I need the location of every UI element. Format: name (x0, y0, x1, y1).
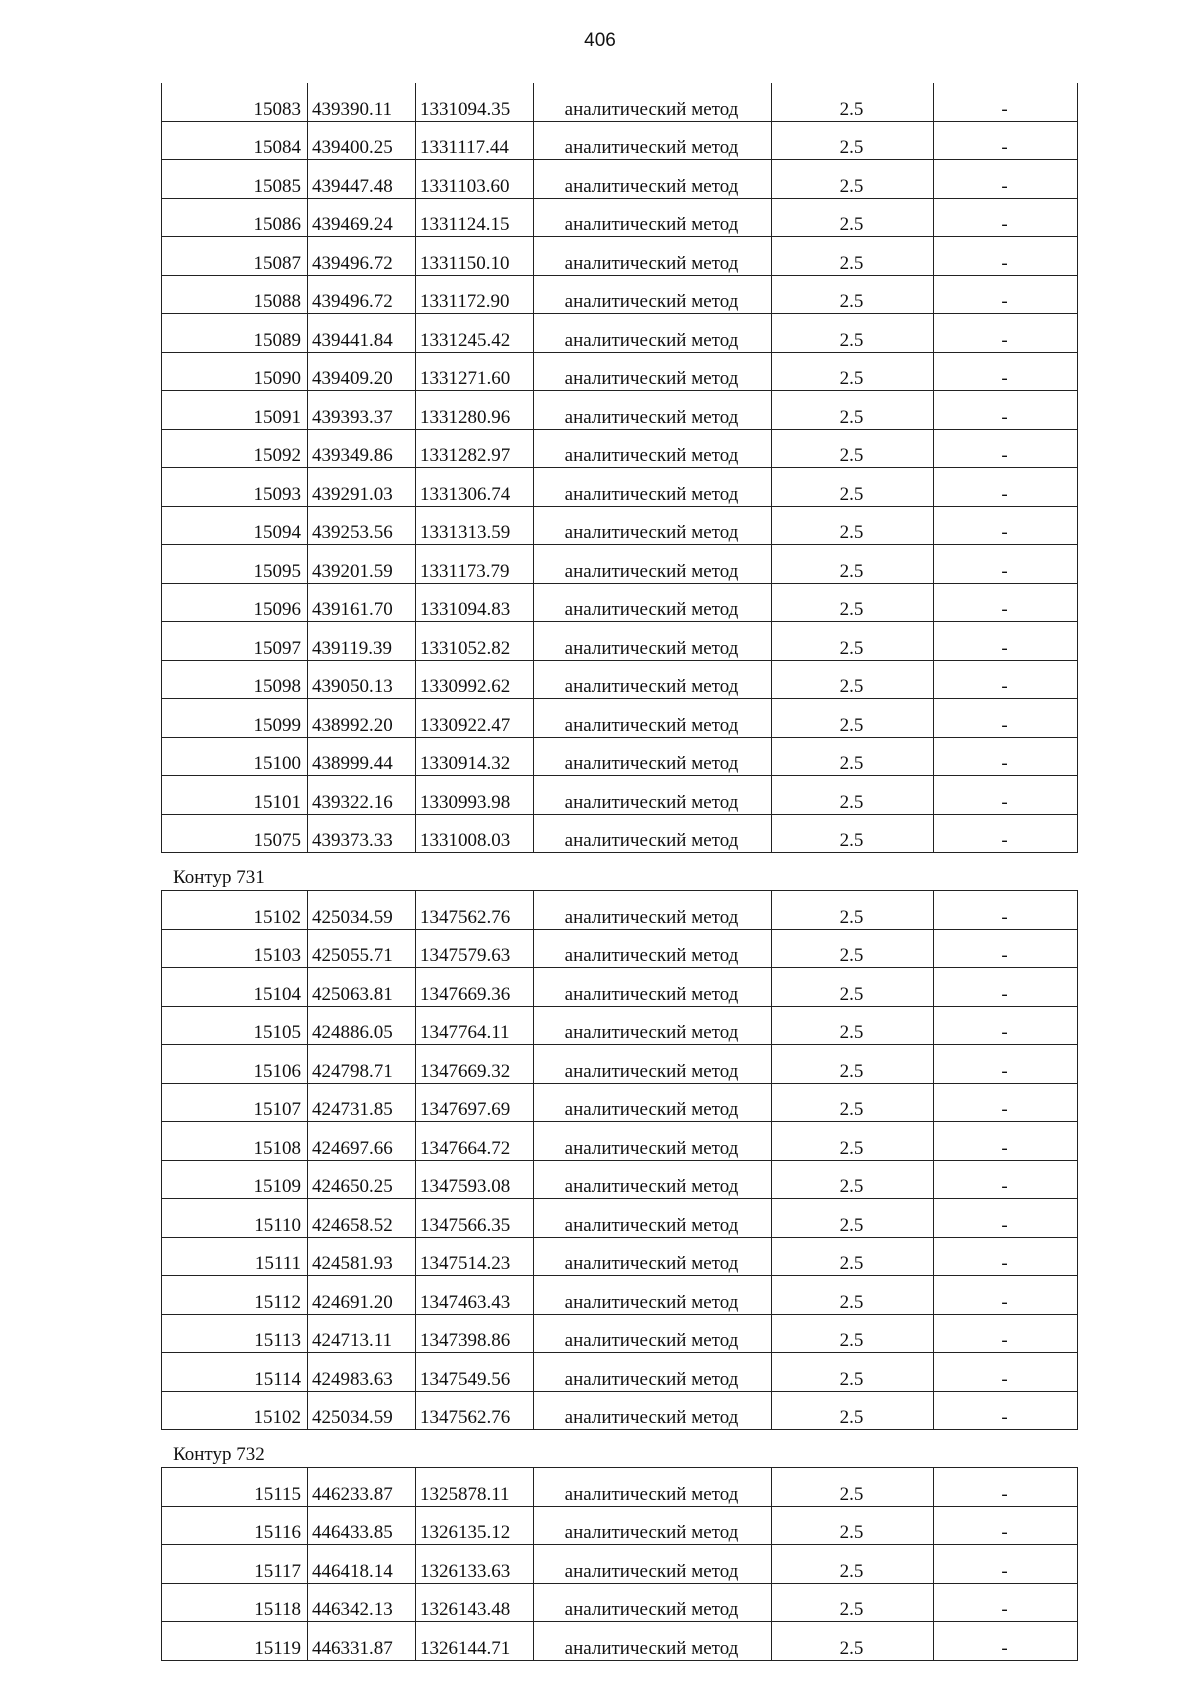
point-number-cell: 15084 (162, 121, 308, 160)
table-row (162, 121, 1078, 160)
note-cell: - (934, 506, 1078, 545)
table-row (162, 275, 1078, 314)
point-number-cell: 15075 (162, 814, 308, 853)
y-coordinate-cell: 1331094.83 (416, 583, 534, 622)
note-cell: - (934, 83, 1078, 121)
note-cell: - (934, 1045, 1078, 1084)
note-cell: - (934, 968, 1078, 1007)
x-coordinate-cell: 439400.25 (308, 121, 416, 160)
note-cell: - (934, 1353, 1078, 1392)
contour-title: Контур 731 (173, 867, 265, 888)
accuracy-cell: 2.5 (772, 391, 934, 430)
point-number-cell: 15087 (162, 237, 308, 276)
point-number-cell: 15105 (162, 1006, 308, 1045)
table-row (162, 468, 1078, 507)
table-row (162, 1468, 1078, 1507)
point-number-cell: 15091 (162, 391, 308, 430)
note-cell: - (934, 1545, 1078, 1584)
point-number-cell: 15088 (162, 275, 308, 314)
accuracy-cell: 2.5 (772, 1160, 934, 1199)
accuracy-cell: 2.5 (772, 814, 934, 853)
y-coordinate-cell: 1330914.32 (416, 737, 534, 776)
method-cell: аналитический метод (534, 891, 772, 930)
y-coordinate-cell: 1347514.23 (416, 1237, 534, 1276)
point-number-cell: 15101 (162, 776, 308, 815)
table-row (162, 660, 1078, 699)
accuracy-cell: 2.5 (772, 275, 934, 314)
x-coordinate-cell: 439050.13 (308, 660, 416, 699)
table-row (162, 1583, 1078, 1622)
x-coordinate-cell: 424798.71 (308, 1045, 416, 1084)
y-coordinate-cell: 1331103.60 (416, 160, 534, 199)
x-coordinate-cell: 424581.93 (308, 1237, 416, 1276)
table-row (162, 622, 1078, 661)
method-cell: аналитический метод (534, 1391, 772, 1430)
accuracy-cell: 2.5 (772, 1468, 934, 1507)
point-number-cell: 15108 (162, 1122, 308, 1161)
method-cell: аналитический метод (534, 1160, 772, 1199)
coordinate-section (161, 853, 1077, 1430)
table-row (162, 391, 1078, 430)
point-number-cell: 15118 (162, 1583, 308, 1622)
accuracy-cell: 2.5 (772, 83, 934, 121)
note-cell: - (934, 391, 1078, 430)
y-coordinate-cell: 1331124.15 (416, 198, 534, 237)
accuracy-cell: 2.5 (772, 929, 934, 968)
point-number-cell: 15106 (162, 1045, 308, 1084)
x-coordinate-cell: 439291.03 (308, 468, 416, 507)
note-cell: - (934, 1199, 1078, 1238)
point-number-cell: 15089 (162, 314, 308, 353)
y-coordinate-cell: 1331052.82 (416, 622, 534, 661)
accuracy-cell: 2.5 (772, 737, 934, 776)
note-cell: - (934, 1583, 1078, 1622)
accuracy-cell: 2.5 (772, 1314, 934, 1353)
x-coordinate-cell: 425063.81 (308, 968, 416, 1007)
accuracy-cell: 2.5 (772, 468, 934, 507)
point-number-cell: 15102 (162, 891, 308, 930)
point-number-cell: 15111 (162, 1237, 308, 1276)
x-coordinate-cell: 439322.16 (308, 776, 416, 815)
accuracy-cell: 2.5 (772, 891, 934, 930)
table-row (162, 429, 1078, 468)
point-number-cell: 15104 (162, 968, 308, 1007)
point-number-cell: 15102 (162, 1391, 308, 1430)
method-cell: аналитический метод (534, 506, 772, 545)
method-cell: аналитический метод (534, 622, 772, 661)
table-row (162, 1506, 1078, 1545)
note-cell: - (934, 468, 1078, 507)
table-row (162, 1545, 1078, 1584)
point-number-cell: 15099 (162, 699, 308, 738)
document-body (161, 83, 1077, 1661)
accuracy-cell: 2.5 (772, 1353, 934, 1392)
note-cell: - (934, 545, 1078, 584)
y-coordinate-cell: 1331008.03 (416, 814, 534, 853)
method-cell: аналитический метод (534, 1199, 772, 1238)
note-cell: - (934, 1506, 1078, 1545)
point-number-cell: 15114 (162, 1353, 308, 1392)
accuracy-cell: 2.5 (772, 1622, 934, 1661)
method-cell: аналитический метод (534, 1583, 772, 1622)
note-cell: - (934, 1160, 1078, 1199)
accuracy-cell: 2.5 (772, 1506, 934, 1545)
method-cell: аналитический метод (534, 121, 772, 160)
x-coordinate-cell: 439201.59 (308, 545, 416, 584)
note-cell: - (934, 1391, 1078, 1430)
y-coordinate-cell: 1347764.11 (416, 1006, 534, 1045)
x-coordinate-cell: 446331.87 (308, 1622, 416, 1661)
y-coordinate-cell: 1330993.98 (416, 776, 534, 815)
method-cell: аналитический метод (534, 583, 772, 622)
note-cell: - (934, 237, 1078, 276)
accuracy-cell: 2.5 (772, 968, 934, 1007)
accuracy-cell: 2.5 (772, 1199, 934, 1238)
table-row (162, 1083, 1078, 1122)
y-coordinate-cell: 1347566.35 (416, 1199, 534, 1238)
note-cell: - (934, 1083, 1078, 1122)
table-row (162, 83, 1078, 121)
x-coordinate-cell: 439496.72 (308, 275, 416, 314)
method-cell: аналитический метод (534, 1083, 772, 1122)
table-row (162, 1122, 1078, 1161)
y-coordinate-cell: 1331282.97 (416, 429, 534, 468)
accuracy-cell: 2.5 (772, 1276, 934, 1315)
y-coordinate-cell: 1347562.76 (416, 1391, 534, 1430)
accuracy-cell: 2.5 (772, 160, 934, 199)
table-row (162, 545, 1078, 584)
table-row (162, 1237, 1078, 1276)
table-row (162, 814, 1078, 853)
point-number-cell: 15098 (162, 660, 308, 699)
x-coordinate-cell: 424886.05 (308, 1006, 416, 1045)
point-number-cell: 15092 (162, 429, 308, 468)
point-number-cell: 15090 (162, 352, 308, 391)
note-cell: - (934, 776, 1078, 815)
point-number-cell: 15094 (162, 506, 308, 545)
contour-title: Контур 732 (173, 1444, 265, 1465)
point-number-cell: 15086 (162, 198, 308, 237)
point-number-cell: 15093 (162, 468, 308, 507)
accuracy-cell: 2.5 (772, 1391, 934, 1430)
method-cell: аналитический метод (534, 468, 772, 507)
accuracy-cell: 2.5 (772, 1045, 934, 1084)
method-cell: аналитический метод (534, 1314, 772, 1353)
accuracy-cell: 2.5 (772, 545, 934, 584)
accuracy-cell: 2.5 (772, 237, 934, 276)
note-cell: - (934, 622, 1078, 661)
table-row (162, 1045, 1078, 1084)
coordinates-table (161, 890, 1078, 1430)
accuracy-cell: 2.5 (772, 1237, 934, 1276)
y-coordinate-cell: 1326143.48 (416, 1583, 534, 1622)
x-coordinate-cell: 439393.37 (308, 391, 416, 430)
table-row (162, 1276, 1078, 1315)
accuracy-cell: 2.5 (772, 429, 934, 468)
note-cell: - (934, 352, 1078, 391)
table-row (162, 1353, 1078, 1392)
point-number-cell: 15119 (162, 1622, 308, 1661)
x-coordinate-cell: 425055.71 (308, 929, 416, 968)
note-cell: - (934, 314, 1078, 353)
point-number-cell: 15103 (162, 929, 308, 968)
x-coordinate-cell: 424697.66 (308, 1122, 416, 1161)
point-number-cell: 15112 (162, 1276, 308, 1315)
method-cell: аналитический метод (534, 660, 772, 699)
method-cell: аналитический метод (534, 160, 772, 199)
method-cell: аналитический метод (534, 275, 772, 314)
accuracy-cell: 2.5 (772, 776, 934, 815)
x-coordinate-cell: 446433.85 (308, 1506, 416, 1545)
x-coordinate-cell: 425034.59 (308, 891, 416, 930)
x-coordinate-cell: 424658.52 (308, 1199, 416, 1238)
x-coordinate-cell: 424731.85 (308, 1083, 416, 1122)
x-coordinate-cell: 439253.56 (308, 506, 416, 545)
coordinates-table (161, 83, 1078, 853)
method-cell: аналитический метод (534, 1122, 772, 1161)
method-cell: аналитический метод (534, 737, 772, 776)
table-row (162, 352, 1078, 391)
note-cell: - (934, 275, 1078, 314)
x-coordinate-cell: 438992.20 (308, 699, 416, 738)
accuracy-cell: 2.5 (772, 121, 934, 160)
table-row (162, 1160, 1078, 1199)
y-coordinate-cell: 1330992.62 (416, 660, 534, 699)
y-coordinate-cell: 1331172.90 (416, 275, 534, 314)
accuracy-cell: 2.5 (772, 1083, 934, 1122)
accuracy-cell: 2.5 (772, 1122, 934, 1161)
method-cell: аналитический метод (534, 1468, 772, 1507)
note-cell: - (934, 1122, 1078, 1161)
table-row (162, 1622, 1078, 1661)
coordinates-table (161, 1467, 1078, 1661)
table-row (162, 776, 1078, 815)
method-cell: аналитический метод (534, 1353, 772, 1392)
table-row (162, 929, 1078, 968)
method-cell: аналитический метод (534, 1006, 772, 1045)
accuracy-cell: 2.5 (772, 1006, 934, 1045)
x-coordinate-cell: 424713.11 (308, 1314, 416, 1353)
x-coordinate-cell: 446233.87 (308, 1468, 416, 1507)
y-coordinate-cell: 1347593.08 (416, 1160, 534, 1199)
note-cell: - (934, 699, 1078, 738)
page-number: 406 (584, 30, 616, 51)
y-coordinate-cell: 1325878.11 (416, 1468, 534, 1507)
point-number-cell: 15116 (162, 1506, 308, 1545)
table-row (162, 737, 1078, 776)
y-coordinate-cell: 1326144.71 (416, 1622, 534, 1661)
note-cell: - (934, 160, 1078, 199)
table-row (162, 699, 1078, 738)
method-cell: аналитический метод (534, 929, 772, 968)
point-number-cell: 15085 (162, 160, 308, 199)
y-coordinate-cell: 1347697.69 (416, 1083, 534, 1122)
y-coordinate-cell: 1326135.12 (416, 1506, 534, 1545)
note-cell: - (934, 1314, 1078, 1353)
note-cell: - (934, 1006, 1078, 1045)
y-coordinate-cell: 1331271.60 (416, 352, 534, 391)
y-coordinate-cell: 1347669.36 (416, 968, 534, 1007)
method-cell: аналитический метод (534, 1276, 772, 1315)
x-coordinate-cell: 439496.72 (308, 237, 416, 276)
x-coordinate-cell: 438999.44 (308, 737, 416, 776)
note-cell: - (934, 198, 1078, 237)
note-cell: - (934, 737, 1078, 776)
point-number-cell: 15109 (162, 1160, 308, 1199)
x-coordinate-cell: 446418.14 (308, 1545, 416, 1584)
y-coordinate-cell: 1331173.79 (416, 545, 534, 584)
method-cell: аналитический метод (534, 237, 772, 276)
x-coordinate-cell: 439441.84 (308, 314, 416, 353)
accuracy-cell: 2.5 (772, 1583, 934, 1622)
accuracy-cell: 2.5 (772, 198, 934, 237)
x-coordinate-cell: 439349.86 (308, 429, 416, 468)
y-coordinate-cell: 1331313.59 (416, 506, 534, 545)
method-cell: аналитический метод (534, 352, 772, 391)
table-row (162, 198, 1078, 237)
point-number-cell: 15096 (162, 583, 308, 622)
y-coordinate-cell: 1331306.74 (416, 468, 534, 507)
table-row (162, 1391, 1078, 1430)
note-cell: - (934, 1622, 1078, 1661)
point-number-cell: 15113 (162, 1314, 308, 1353)
accuracy-cell: 2.5 (772, 506, 934, 545)
note-cell: - (934, 1276, 1078, 1315)
x-coordinate-cell: 439161.70 (308, 583, 416, 622)
method-cell: аналитический метод (534, 83, 772, 121)
table-row (162, 506, 1078, 545)
table-row (162, 237, 1078, 276)
note-cell: - (934, 429, 1078, 468)
accuracy-cell: 2.5 (772, 583, 934, 622)
note-cell: - (934, 583, 1078, 622)
note-cell: - (934, 121, 1078, 160)
note-cell: - (934, 1468, 1078, 1507)
note-cell: - (934, 660, 1078, 699)
method-cell: аналитический метод (534, 391, 772, 430)
x-coordinate-cell: 424691.20 (308, 1276, 416, 1315)
point-number-cell: 15117 (162, 1545, 308, 1584)
coordinate-section (161, 83, 1077, 853)
note-cell: - (934, 814, 1078, 853)
y-coordinate-cell: 1331094.35 (416, 83, 534, 121)
x-coordinate-cell: 446342.13 (308, 1583, 416, 1622)
method-cell: аналитический метод (534, 1237, 772, 1276)
point-number-cell: 15083 (162, 83, 308, 121)
y-coordinate-cell: 1347664.72 (416, 1122, 534, 1161)
x-coordinate-cell: 439119.39 (308, 622, 416, 661)
method-cell: аналитический метод (534, 814, 772, 853)
method-cell: аналитический метод (534, 1506, 772, 1545)
accuracy-cell: 2.5 (772, 314, 934, 353)
y-coordinate-cell: 1347579.63 (416, 929, 534, 968)
method-cell: аналитический метод (534, 545, 772, 584)
table-row (162, 968, 1078, 1007)
method-cell: аналитический метод (534, 699, 772, 738)
table-row (162, 1199, 1078, 1238)
y-coordinate-cell: 1347669.32 (416, 1045, 534, 1084)
method-cell: аналитический метод (534, 1622, 772, 1661)
table-row (162, 160, 1078, 199)
x-coordinate-cell: 424983.63 (308, 1353, 416, 1392)
point-number-cell: 15110 (162, 1199, 308, 1238)
method-cell: аналитический метод (534, 776, 772, 815)
x-coordinate-cell: 439373.33 (308, 814, 416, 853)
y-coordinate-cell: 1331245.42 (416, 314, 534, 353)
y-coordinate-cell: 1347463.43 (416, 1276, 534, 1315)
accuracy-cell: 2.5 (772, 352, 934, 391)
point-number-cell: 15100 (162, 737, 308, 776)
y-coordinate-cell: 1331280.96 (416, 391, 534, 430)
method-cell: аналитический метод (534, 429, 772, 468)
table-row (162, 891, 1078, 930)
x-coordinate-cell: 439409.20 (308, 352, 416, 391)
y-coordinate-cell: 1347398.86 (416, 1314, 534, 1353)
point-number-cell: 15115 (162, 1468, 308, 1507)
coordinate-section (161, 1430, 1077, 1661)
x-coordinate-cell: 425034.59 (308, 1391, 416, 1430)
point-number-cell: 15095 (162, 545, 308, 584)
x-coordinate-cell: 439469.24 (308, 198, 416, 237)
table-row (162, 1314, 1078, 1353)
point-number-cell: 15097 (162, 622, 308, 661)
method-cell: аналитический метод (534, 314, 772, 353)
x-coordinate-cell: 439447.48 (308, 160, 416, 199)
x-coordinate-cell: 439390.11 (308, 83, 416, 121)
method-cell: аналитический метод (534, 1045, 772, 1084)
note-cell: - (934, 891, 1078, 930)
method-cell: аналитический метод (534, 1545, 772, 1584)
note-cell: - (934, 1237, 1078, 1276)
note-cell: - (934, 929, 1078, 968)
accuracy-cell: 2.5 (772, 622, 934, 661)
y-coordinate-cell: 1347549.56 (416, 1353, 534, 1392)
table-row (162, 314, 1078, 353)
y-coordinate-cell: 1347562.76 (416, 891, 534, 930)
x-coordinate-cell: 424650.25 (308, 1160, 416, 1199)
y-coordinate-cell: 1330922.47 (416, 699, 534, 738)
accuracy-cell: 2.5 (772, 1545, 934, 1584)
y-coordinate-cell: 1326133.63 (416, 1545, 534, 1584)
y-coordinate-cell: 1331117.44 (416, 121, 534, 160)
table-row (162, 1006, 1078, 1045)
y-coordinate-cell: 1331150.10 (416, 237, 534, 276)
method-cell: аналитический метод (534, 968, 772, 1007)
table-row (162, 583, 1078, 622)
point-number-cell: 15107 (162, 1083, 308, 1122)
accuracy-cell: 2.5 (772, 660, 934, 699)
accuracy-cell: 2.5 (772, 699, 934, 738)
method-cell: аналитический метод (534, 198, 772, 237)
